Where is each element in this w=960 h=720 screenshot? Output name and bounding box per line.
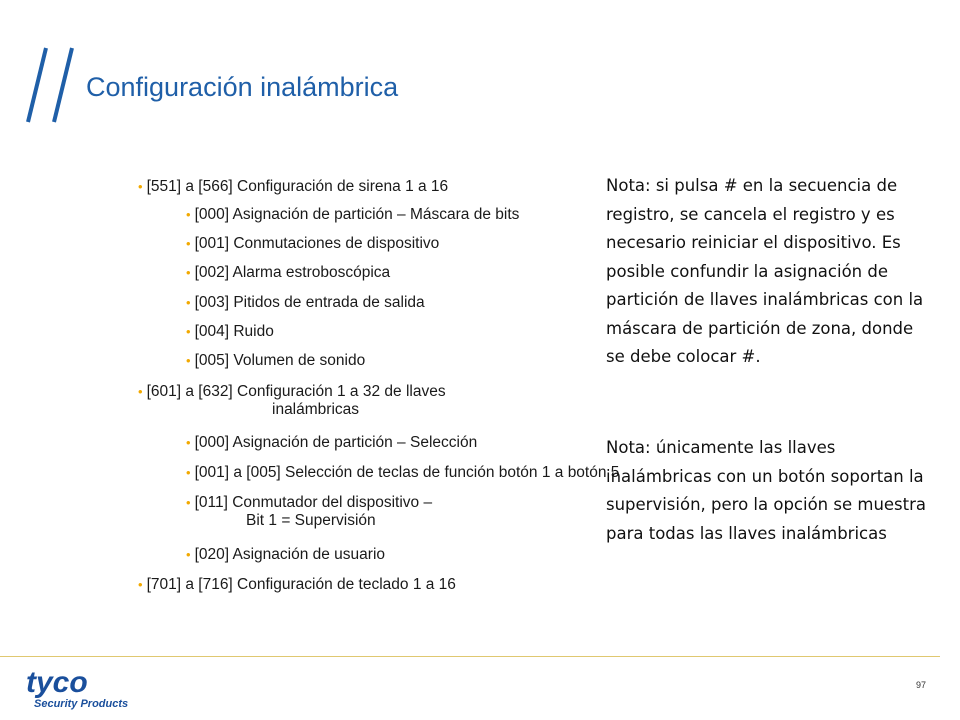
title-slashes-decoration <box>22 44 84 126</box>
slide-title: Configuración inalámbrica <box>86 72 399 102</box>
tyco-logo <box>24 666 174 710</box>
bullet-dot-icon: • <box>186 547 191 562</box>
bullet-item: • [004] Ruido <box>186 323 274 340</box>
footer-divider <box>0 656 940 657</box>
bullet-item: • [551] a [566] Configuración de sirena 1 a 16 <box>138 178 449 195</box>
bullet-dot-icon: • <box>186 295 191 310</box>
bullet-dot-icon: • <box>186 435 191 450</box>
bullet-dot-icon: • <box>186 353 191 368</box>
tyco-logo-sub: Security Products <box>34 698 129 710</box>
bullet-item: • [601] a [632] Configuración 1 a 32 de llaves inalámbricas <box>138 383 446 418</box>
bullet-dot-icon: • <box>138 577 143 592</box>
bullet-item: • [020] Asignación de usuario <box>186 546 386 563</box>
bullet-dot-icon: • <box>186 265 191 280</box>
note-registro: Nota: si pulsa # en la secuencia de registro, se cancela el registro y es necesario reiniciar el dispositivo. Es posible confundir la asignación de partición de llaves inalámbricas con la máscara de partición de zona, donde se debe colocar #. <box>606 176 924 366</box>
bullet-item: • [001] a [005] Selección de teclas de función botón 1 a botón 5 <box>186 464 620 481</box>
bullet-dot-icon: • <box>186 207 191 222</box>
bullet-dot-icon: • <box>186 236 191 251</box>
bullet-dot-icon: • <box>186 465 191 480</box>
bullet-dot-icon: • <box>138 384 143 399</box>
bullet-item: • [000] Asignación de partición – Selección <box>186 434 478 451</box>
bullet-dot-icon: • <box>186 324 191 339</box>
bullet-item: • [002] Alarma estroboscópica <box>186 264 391 281</box>
page-number: 97 <box>916 680 927 690</box>
bullet-dot-icon: • <box>186 495 191 510</box>
bullet-item: • [003] Pitidos de entrada de salida <box>186 294 425 311</box>
bullet-item: • [011] Conmutador del dispositivo – Bit 1 = Supervisión <box>186 494 433 529</box>
bullet-dot-icon: • <box>138 179 143 194</box>
tyco-logo-main: tyco <box>26 666 88 699</box>
bullet-item: • [000] Asignación de partición – Máscara de bits <box>186 206 520 223</box>
note-supervision: Nota: únicamente las llaves inalámbricas con un botón soportan la supervisión, pero la opción se muestra para todas las llaves inalámbricas <box>606 438 927 543</box>
bullet-item: • [001] Conmutaciones de dispositivo <box>186 235 440 252</box>
bullet-item: • [701] a [716] Configuración de teclado 1 a 16 <box>138 576 456 593</box>
bullet-item: • [005] Volumen de sonido <box>186 352 366 369</box>
